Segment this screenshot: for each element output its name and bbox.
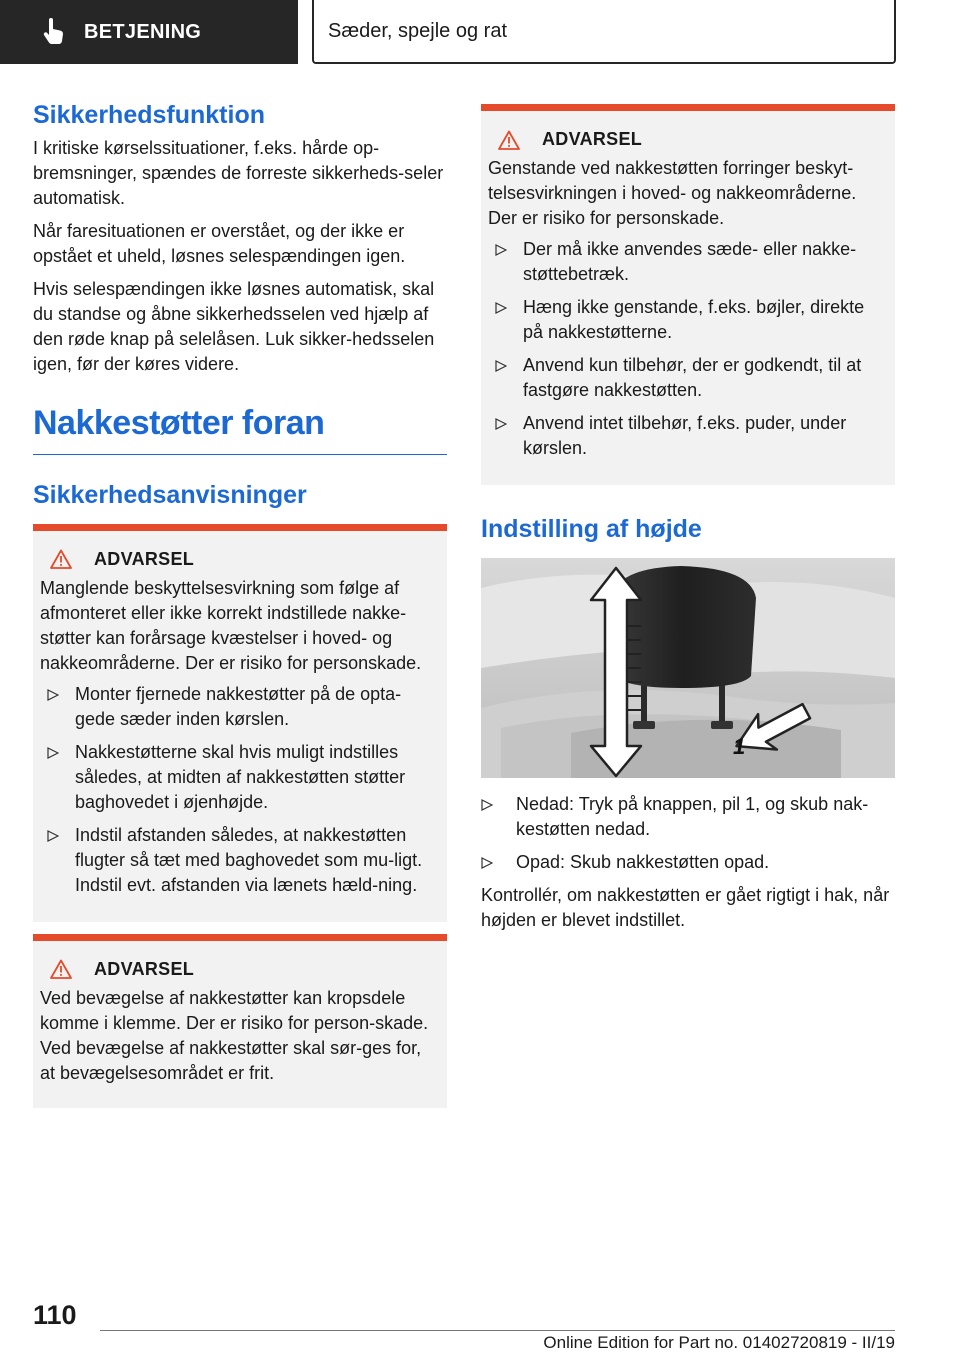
bullet-triangle-icon <box>495 302 507 314</box>
list-item <box>481 850 895 875</box>
list-item-text: Nedad: Tryk på knappen, pil 1, og skub nak-kestøtten nedad. <box>516 794 869 839</box>
list-item-text: Indstil afstanden således, at nakkestøtten flugter så tæt med baghovedet som mu-ligt. Indstil evt. afstanden via lænets hæld-ning. <box>75 824 423 895</box>
warning-box <box>33 524 447 922</box>
bullet-triangle-icon <box>47 747 59 759</box>
bullet-triangle-icon <box>495 244 507 256</box>
list-item <box>488 353 885 403</box>
bullet-triangle-icon <box>481 799 493 811</box>
warning-header <box>40 959 437 980</box>
warning-label: ADVARSEL <box>542 129 643 149</box>
subheading: Sikkerhedsanvisninger <box>33 480 307 509</box>
page-number: 110 <box>33 1300 77 1330</box>
list-item-text: Monter fjernede nakkestøtter på de opta-gede sæder inden kørslen. <box>75 683 402 729</box>
warning-bullets <box>488 237 885 461</box>
paragraph: I kritiske kørselssituationer, f.eks. hårde op-bremsninger, spændes de forreste sikkerheds-seler automatisk. <box>33 138 444 208</box>
list-item <box>488 411 885 461</box>
list-item-text: Opad: Skub nakkestøtten opad. <box>516 852 770 872</box>
warning-triangle-icon <box>50 959 72 979</box>
section-label: BETJENING <box>84 20 202 43</box>
list-item <box>40 823 437 898</box>
list-item-text: Hæng ikke genstande, f.eks. bøjler, direkte på nakkestøtterne. <box>523 297 865 342</box>
warning-text: Ved bevægelse af nakkestøtter kan kropsdele komme i klemme. Der er risiko for person-skade. Ved bevægelse af nakkestøtter skal sør-ges for, at bevægelsesområdet er frit. <box>40 987 429 1083</box>
warning-header <box>40 549 437 570</box>
list-item-text: Anvend kun tilbehør, der er godkendt, til at fastgøre nakkestøtten. <box>523 355 862 400</box>
bullet-triangle-icon <box>495 418 507 430</box>
bullet-triangle-icon <box>47 689 59 701</box>
warning-text: Genstande ved nakkestøtten forringer beskyt-telsesvirkningen i hoved- og nakkeområderne. Der er risiko for personskade. <box>488 158 857 228</box>
warning-text: Manglende beskyttelsesvirkning som følge af afmonteret eller ikke korrekt indstillede nakke-støtter kan forårsage kvæstelser i hoved- og nakkeområderne. Der er risiko for personskade. <box>40 577 422 673</box>
list-item <box>40 740 437 815</box>
heading-indstilling: Indstilling af højde <box>481 515 702 543</box>
edition-text: Online Edition for Part no. 01402720819 - II/19 <box>543 1333 895 1352</box>
bullet-triangle-icon <box>495 360 507 372</box>
bullet-triangle-icon <box>481 857 493 869</box>
list-item <box>488 295 885 345</box>
list-item-text: Anvend intet tilbehør, f.eks. puder, under kørslen. <box>523 413 847 458</box>
list-item <box>488 237 885 287</box>
right-column <box>481 104 895 941</box>
headrest-illustration <box>481 558 895 778</box>
warning-box <box>481 104 895 485</box>
hand-pointer-icon <box>40 17 70 47</box>
paragraph: Når faresituationen er overstået, og der ikke er opstået et uheld, løsnes selespændingen igen. <box>33 221 406 266</box>
heading-sikkerhedsfunktion: Sikkerhedsfunktion <box>33 101 265 129</box>
warning-label: ADVARSEL <box>94 548 195 569</box>
paragraph: Hvis selespændingen ikke løsnes automatisk, skal du standse og åbne sikkerhedsselen ved hjælp af den røde knap på selelåsen. Luk sikker-hedsselen igen, før der køres videre. <box>33 279 435 374</box>
warning-triangle-icon <box>498 130 520 150</box>
warning-header <box>488 129 885 150</box>
warning-label: ADVARSEL <box>94 958 195 979</box>
closing-paragraph: Kontrollér, om nakkestøtten er gået rigtigt i hak, når højden er blevet indstillet. <box>481 885 890 930</box>
footer-divider <box>100 1330 895 1331</box>
warning-box <box>33 934 447 1108</box>
list-item <box>481 792 895 842</box>
section-tab <box>0 0 298 64</box>
figure-label: 1 <box>733 734 746 759</box>
main-heading: Nakkestøtter foran <box>33 403 447 455</box>
list-item-text: Der må ikke anvendes sæde- eller nakke-støttebetræk. <box>523 239 857 284</box>
bullet-triangle-icon <box>47 830 59 842</box>
warning-triangle-icon <box>50 549 72 569</box>
left-column <box>33 100 447 1108</box>
warning-bullets <box>40 682 437 898</box>
list-item <box>40 682 437 732</box>
chapter-title: Sæder, spejle og rat <box>312 0 896 64</box>
steps-list <box>481 792 895 875</box>
list-item-text: Nakkestøtterne skal hvis muligt indstilles således, at midten af nakkestøtten støtter baghovedet i øjenhøjde. <box>75 741 406 812</box>
